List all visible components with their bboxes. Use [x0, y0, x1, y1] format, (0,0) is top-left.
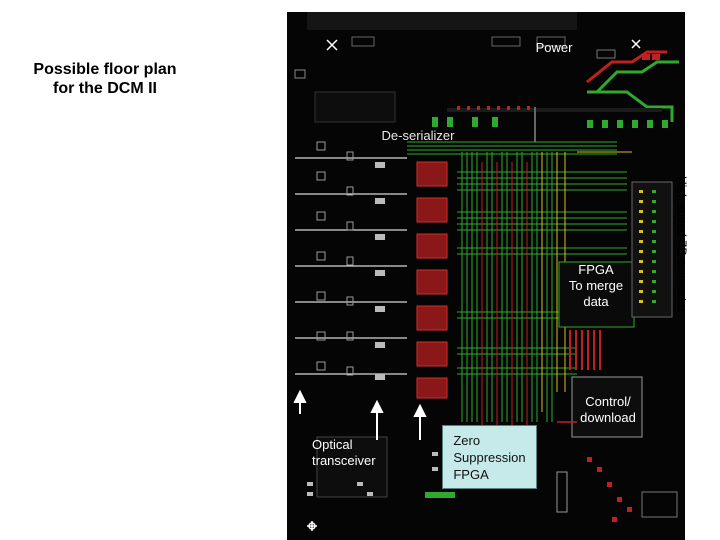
zd-connector-label: High speed ZD connector	[675, 176, 689, 313]
optical-transceiver-label: Optical transceiver	[312, 437, 376, 468]
zero-suppression-fpga-box: Zero Suppression FPGA	[442, 425, 537, 489]
deserializer-label: De-serializer	[381, 128, 455, 143]
power-label: Power	[535, 40, 573, 55]
slide-title: Possible floor plan for the DCM II	[33, 61, 177, 97]
control-download-label: Control/ download	[580, 394, 636, 425]
fpga-merge-label: FPGA To merge data	[568, 262, 624, 309]
